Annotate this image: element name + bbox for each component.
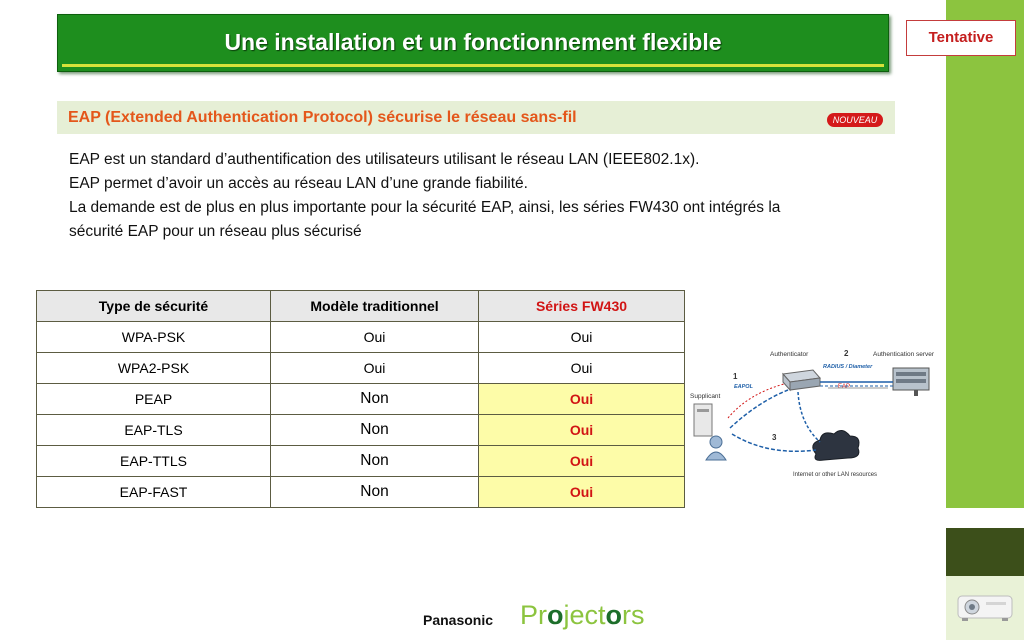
projectors-logo bbox=[520, 600, 645, 631]
supplicant-computer-icon bbox=[694, 404, 726, 460]
table-cell: Non bbox=[271, 415, 479, 446]
projectors-logo-part: rs bbox=[622, 600, 645, 630]
table-cell-highlight: Oui bbox=[479, 415, 685, 446]
eapol-link bbox=[730, 390, 788, 428]
table-cell: WPA-PSK bbox=[37, 322, 271, 353]
table-cell: Non bbox=[271, 446, 479, 477]
authenticator-switch-icon bbox=[783, 370, 820, 390]
section-header bbox=[57, 101, 895, 134]
table-cell: Oui bbox=[479, 353, 685, 384]
tentative-label: Tentative bbox=[906, 20, 1016, 56]
table-cell: WPA2-PSK bbox=[37, 353, 271, 384]
header-cell: Séries FW430 bbox=[479, 291, 685, 322]
panasonic-logo: Panasonic bbox=[423, 612, 494, 628]
eap-tag: EAP bbox=[838, 384, 851, 390]
security-table bbox=[36, 290, 685, 508]
description-line: EAP permet d’avoir un accès au réseau LAN d’une grande fiabilité. bbox=[69, 175, 528, 192]
table-cell: EAP-TLS bbox=[37, 415, 271, 446]
sidebar-green-band bbox=[946, 0, 1024, 508]
projectors-logo-part: t bbox=[598, 600, 606, 630]
table-cell-highlight: Oui bbox=[479, 446, 685, 477]
projectors-logo-o: o bbox=[547, 600, 564, 630]
internet-label: Internet or other LAN resources bbox=[793, 472, 878, 478]
table-row bbox=[37, 322, 685, 353]
description-block bbox=[69, 148, 829, 244]
header-cell: Modèle traditionnel bbox=[271, 291, 479, 322]
step-2-label: 2 bbox=[844, 349, 849, 358]
internet-cloud-icon bbox=[813, 430, 859, 460]
table-row bbox=[37, 353, 685, 384]
table-row bbox=[37, 446, 685, 477]
table-cell: Oui bbox=[479, 322, 685, 353]
table-row bbox=[37, 477, 685, 508]
table-cell: EAP-FAST bbox=[37, 477, 271, 508]
table-header-row bbox=[37, 291, 685, 322]
right-sidebar bbox=[946, 0, 1024, 640]
authenticator-label: Authenticator bbox=[770, 351, 809, 358]
sidebar-dark-band bbox=[946, 528, 1024, 576]
table-cell: Oui bbox=[271, 353, 479, 384]
projectors-logo-part: Pr bbox=[520, 600, 547, 630]
eapol-label: EAPOL bbox=[734, 384, 753, 390]
table-cell-highlight: Oui bbox=[479, 384, 685, 415]
section-header-text: EAP (Extended Authentication Protocol) sécurise le réseau sans-fil bbox=[68, 109, 577, 126]
page-title: Une installation et un fonctionnement flexible bbox=[224, 29, 722, 55]
title-underline bbox=[62, 64, 884, 67]
description-line: La demande est de plus en plus importante pour la sécurité EAP, ainsi, les séries FW430 ont intégrés la sécurité EAP pour un réseau plus sécurisé bbox=[69, 199, 781, 240]
projectors-logo-part: jec bbox=[563, 600, 599, 630]
step-1-label: 1 bbox=[733, 372, 738, 381]
projectors-logo-o: o bbox=[605, 600, 623, 630]
table-cell: PEAP bbox=[37, 384, 271, 415]
table-row bbox=[37, 384, 685, 415]
projector-image bbox=[954, 586, 1016, 626]
table-cell: Non bbox=[271, 477, 479, 508]
nouveau-badge: NOUVEAU bbox=[827, 113, 883, 127]
header-cell: Type de sécurité bbox=[37, 291, 271, 322]
table-cell: EAP-TTLS bbox=[37, 446, 271, 477]
lan-link bbox=[798, 392, 820, 442]
table-row bbox=[37, 415, 685, 446]
description-line: EAP est un standard d’authentification des utilisateurs utilisant le réseau LAN (IEEE802.1x). bbox=[69, 151, 700, 168]
auth-server-icon bbox=[893, 368, 929, 396]
eap-diagram bbox=[688, 344, 944, 484]
supplicant-label: Supplicant bbox=[690, 393, 721, 400]
table-cell: Oui bbox=[271, 322, 479, 353]
sidebar-white-band bbox=[946, 508, 1024, 528]
title-banner bbox=[57, 14, 889, 72]
table-cell: Non bbox=[271, 384, 479, 415]
step-3-label: 3 bbox=[772, 433, 777, 442]
radius-label: RADIUS / Diameter bbox=[823, 364, 873, 370]
table-cell-highlight: Oui bbox=[479, 477, 685, 508]
auth-server-label: Authentication server bbox=[873, 351, 935, 358]
